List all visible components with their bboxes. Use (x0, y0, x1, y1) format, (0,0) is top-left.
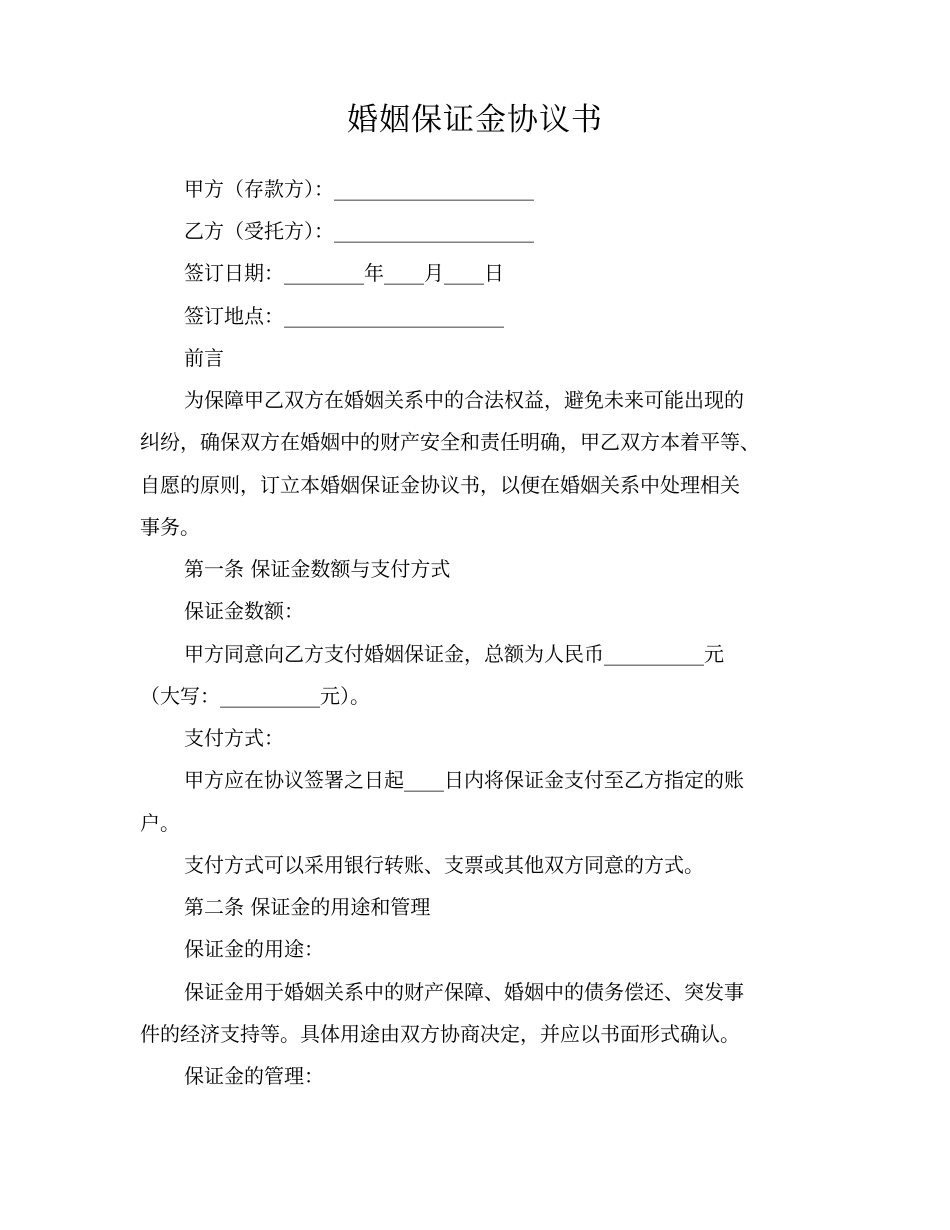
signing-date-line: 签订日期：________年____月____日 (184, 261, 504, 285)
payment-method-paragraph-line: 户。 (140, 811, 180, 835)
party-a-line: 甲方（存款方）：____________________ (184, 177, 534, 201)
deposit-amount-paragraph-line: （大写：__________元）。 (140, 684, 370, 708)
signing-place-line: 签订地点：______________________ (184, 304, 504, 328)
preface-paragraph-line: 事务。 (140, 515, 200, 539)
deposit-use-paragraph-line: 保证金用于婚姻关系中的财产保障、婚姻中的债务偿还、突发事 (184, 980, 744, 1004)
payment-method-paragraph-line: 支付方式可以采用银行转账、支票或其他双方同意的方式。 (184, 853, 704, 877)
deposit-use-heading: 保证金的用途： (184, 937, 324, 961)
deposit-amount-heading: 保证金数额： (184, 599, 304, 623)
preface-heading: 前言 (184, 346, 224, 370)
preface-paragraph-line: 自愿的原则，订立本婚姻保证金协议书，以便在婚姻关系中处理相关 (140, 473, 740, 497)
preface-paragraph-line: 纠纷，确保双方在婚姻中的财产安全和责任明确，甲乙双方本着平等、 (140, 430, 760, 454)
article-2-heading: 第二条 保证金的用途和管理 (184, 895, 431, 919)
deposit-use-paragraph-line: 件的经济支持等。具体用途由双方协商决定，并应以书面形式确认。 (140, 1022, 740, 1046)
article-1-heading: 第一条 保证金数额与支付方式 (184, 557, 451, 581)
payment-method-heading: 支付方式： (184, 726, 284, 750)
party-b-line: 乙方（受托方）：____________________ (184, 219, 534, 243)
payment-method-paragraph-line: 甲方应在协议签署之日起____日内将保证金支付至乙方指定的账 (184, 768, 744, 792)
deposit-management-heading: 保证金的管理： (184, 1064, 324, 1088)
document-title: 婚姻保证金协议书 (347, 102, 603, 138)
deposit-amount-paragraph-line: 甲方同意向乙方支付婚姻保证金，总额为人民币__________元 (184, 642, 724, 666)
preface-paragraph-line: 为保障甲乙双方在婚姻关系中的合法权益，避免未来可能出现的 (184, 388, 744, 412)
